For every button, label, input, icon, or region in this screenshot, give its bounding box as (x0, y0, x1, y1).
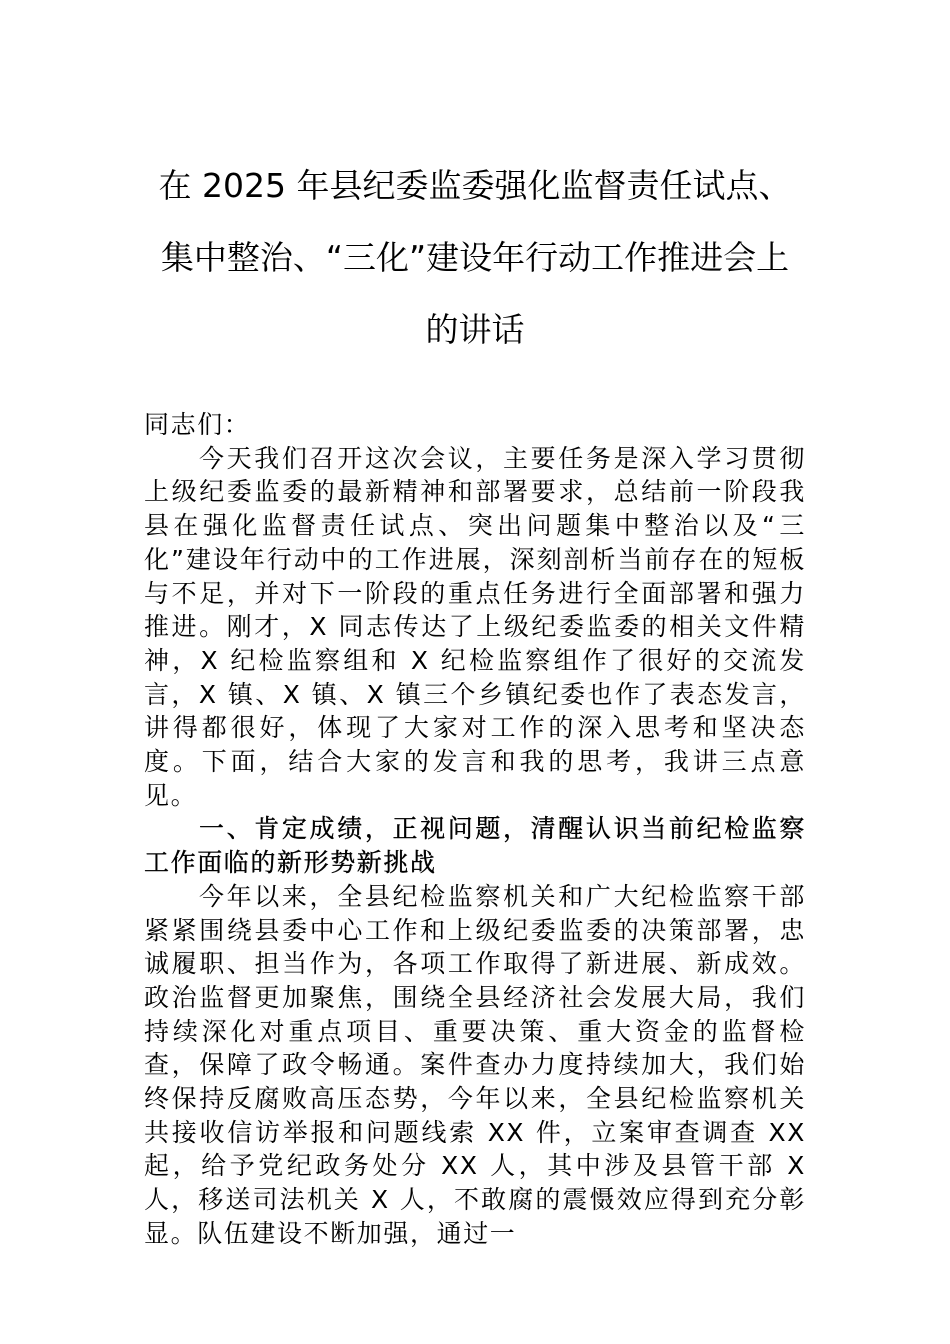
document-body (144, 408, 806, 1251)
document-title (140, 150, 810, 366)
section-heading-1 (144, 812, 806, 879)
paragraph-intro: 今天我们召开这次会议，主要任务是深入学习贯彻上级纪委监委的最新精神和部署要求，总结前一阶段我县在强化监督责任试点、突出问题集中整治以及“三化”建设年行动中的工作进展，深刻剖析当前存在的短板与不足，并对下一阶段的重点任务进行全面部署和强力推进。刚才，X 同志传达了上级纪委监委的相关文件精神，X 纪检监察组和 X 纪检监察组作了很好的交流发言，X 镇、X 镇、X 镇三个乡镇纪委也作了表态发言，讲得都很好，体现了大家对工作的深入思考和坚决态度。下面，结合大家的发言和我的思考，我讲三点意见。 (144, 443, 806, 810)
title-line-2: 集中整治、“三化”建设年行动工作推进会上 (160, 238, 790, 277)
salutation: 同志们： (144, 410, 251, 439)
section-heading-text: 一、肯定成绩，正视问题，清醒认识当前纪检监察工作面临的新形势新挑战 (144, 814, 806, 878)
title-line-1: 在 2025 年县纪委监委强化监督责任试点、 (158, 166, 792, 205)
title-line-3: 的讲话 (425, 310, 525, 349)
paragraph-achievements: 今年以来，全县纪检监察机关和广大纪检监察干部紧紧围绕县委中心工作和上级纪委监委的决策部署，忠诚履职、担当作为，各项工作取得了新进展、新成效。政治监督更加聚焦，围绕全县经济社会发展大局，我们持续深化对重点项目、重要决策、重大资金的监督检查，保障了政令畅通。案件查办力度持续加大，我们始终保持反腐败高压态势，今年以来，全县纪检监察机关共接收信访举报和问题线索 XX 件，立案审查调查 XX 起，给予党纪政务处分 XX 人，其中涉及县管干部 X 人，移送司法机关 X 人，不敢腐的震慑效应得到充分彰显。队伍建设不断加强，通过一 (144, 881, 806, 1248)
